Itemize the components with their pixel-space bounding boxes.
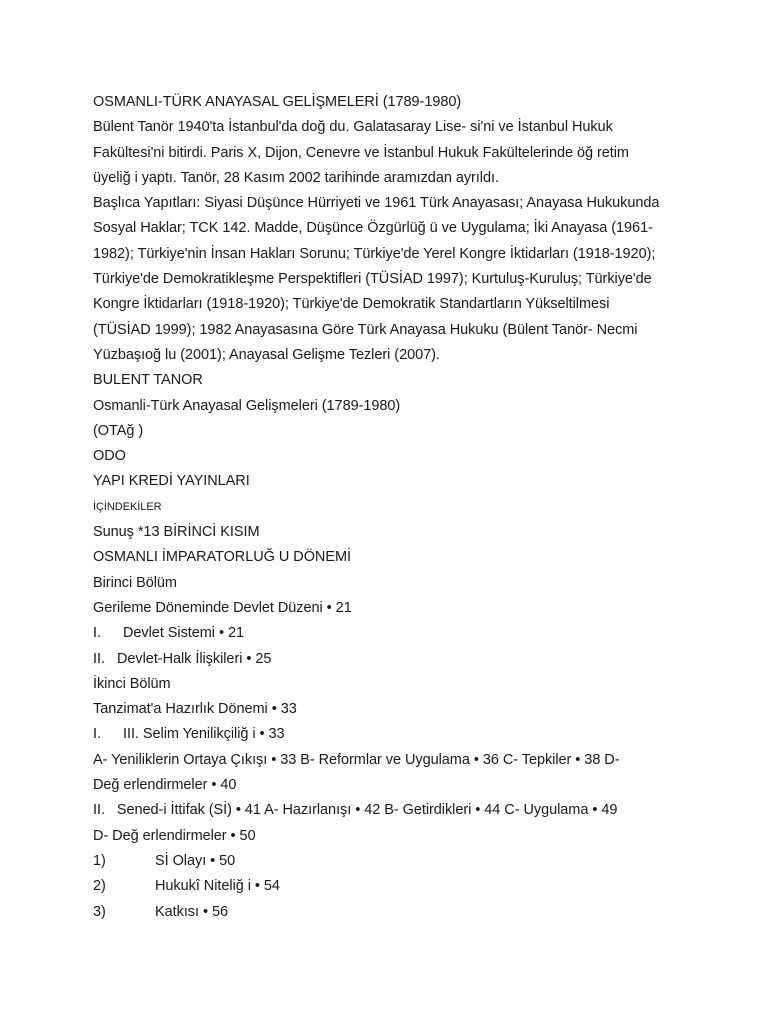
- author-name: BULENT TANOR: [93, 372, 203, 389]
- text-line: Başlıca Yapıtları: Siyasi Düşünce Hürriyeti ve 1961 Türk Anayasası; Anayasa Hukukunda: [93, 195, 660, 212]
- toc-line: Birinci Bölüm: [93, 574, 177, 591]
- toc-item-number: II.: [93, 650, 105, 667]
- item-number: 3): [93, 903, 106, 920]
- toc-item-number: I.: [93, 625, 101, 642]
- text-line: Bülent Tanör 1940'ta İstanbul'da doğ du. Galatasaray Lise- si'ni ve İstanbul Hukuk: [93, 119, 613, 136]
- document-title: OSMANLI-TÜRK ANAYASAL GELİŞMELERİ (1789-1980): [93, 94, 462, 110]
- toc-line: Değ erlendirmeler • 40: [93, 777, 237, 794]
- toc-heading: İÇİNDEKİLER: [93, 500, 162, 513]
- document-page: [93, 90, 693, 925]
- text-line: üyeliğ i yaptı. Tanör, 28 Kasım 2002 tarihinde aramızdan ayrıldı.: [93, 169, 499, 186]
- toc-item: [93, 647, 693, 672]
- toc-line: D- Değ erlendirmeler • 50: [93, 827, 256, 844]
- text-line: Yüzbaşıoğ lu (2001); Anayasal Gelişme Tezleri (2007).: [93, 346, 440, 363]
- text-line: Sosyal Haklar; TCK 142. Madde, Düşünce Özgürlüğ ü ve Uygulama; İki Anayasa (1961-: [93, 220, 653, 237]
- text-line: 1982); Türkiye'nin İnsan Hakları Sorunu; Türkiye'de Yerel Kongre İktidarları (1918-1920);: [93, 245, 656, 262]
- book-title: Osmanli-Türk Anayasal Gelişmeleri (1789-1980): [93, 397, 401, 414]
- text-line: (OTAğ ): [93, 422, 144, 439]
- toc-line: A- Yeniliklerin Ortaya Çıkışı • 33 B- Reformlar ve Uygulama • 36 C- Tepkiler • 38 D-: [93, 751, 620, 768]
- item-number: 2): [93, 878, 106, 895]
- item-number: 1): [93, 852, 106, 869]
- text-line: Türkiye'de Demokratikleşme Perspektifleri (TÜSİAD 1997); Kurtuluş-Kuruluş; Türkiye'de: [93, 271, 652, 288]
- numbered-item: [93, 900, 693, 925]
- toc-item: [93, 621, 693, 646]
- toc-item: [93, 722, 693, 747]
- toc-item-text: Devlet-Halk İlişkileri • 25: [117, 650, 272, 667]
- toc-line: II. Sened-i İttifak (Sİ) • 41 A- Hazırlanışı • 42 B- Getirdikleri • 44 C- Uygulama • 49: [93, 802, 618, 819]
- item-text: Katkısı • 56: [155, 903, 228, 920]
- numbered-item: [93, 874, 693, 899]
- text-line: Kongre İktidarları (1918-1920); Türkiye'de Demokratik Standartların Yükseltilmesi: [93, 296, 610, 313]
- toc-line: Tanzimat'a Hazırlık Dönemi • 33: [93, 701, 297, 718]
- toc-item-text: III. Selim Yenilikçiliğ i • 33: [123, 726, 285, 743]
- numbered-item: [93, 849, 693, 874]
- toc-item-number: I.: [93, 726, 101, 743]
- text-line: Fakültesi'ni bitirdi. Paris X, Dijon, Cenevre ve İstanbul Hukuk Fakültelerinde öğ retim: [93, 144, 629, 161]
- item-text: Sİ Olayı • 50: [155, 852, 236, 869]
- text-line: ODO: [93, 448, 126, 465]
- text-line: (TÜSİAD 1999); 1982 Anayasasına Göre Türk Anayasa Hukuku (Bülent Tanör- Necmi: [93, 321, 638, 338]
- item-text: Hukukî Niteliğ i • 54: [155, 878, 280, 895]
- toc-line: Sunuş *13 BİRİNCİ KISIM: [93, 524, 260, 541]
- publisher: YAPI KREDİ YAYINLARI: [93, 473, 250, 490]
- toc-item-text: Devlet Sistemi • 21: [123, 625, 244, 642]
- toc-line: OSMANLI İMPARATORLUĞ U DÖNEMİ: [93, 549, 351, 566]
- toc-line: Gerileme Döneminde Devlet Düzeni • 21: [93, 599, 352, 616]
- toc-line: İkinci Bölüm: [93, 675, 171, 692]
